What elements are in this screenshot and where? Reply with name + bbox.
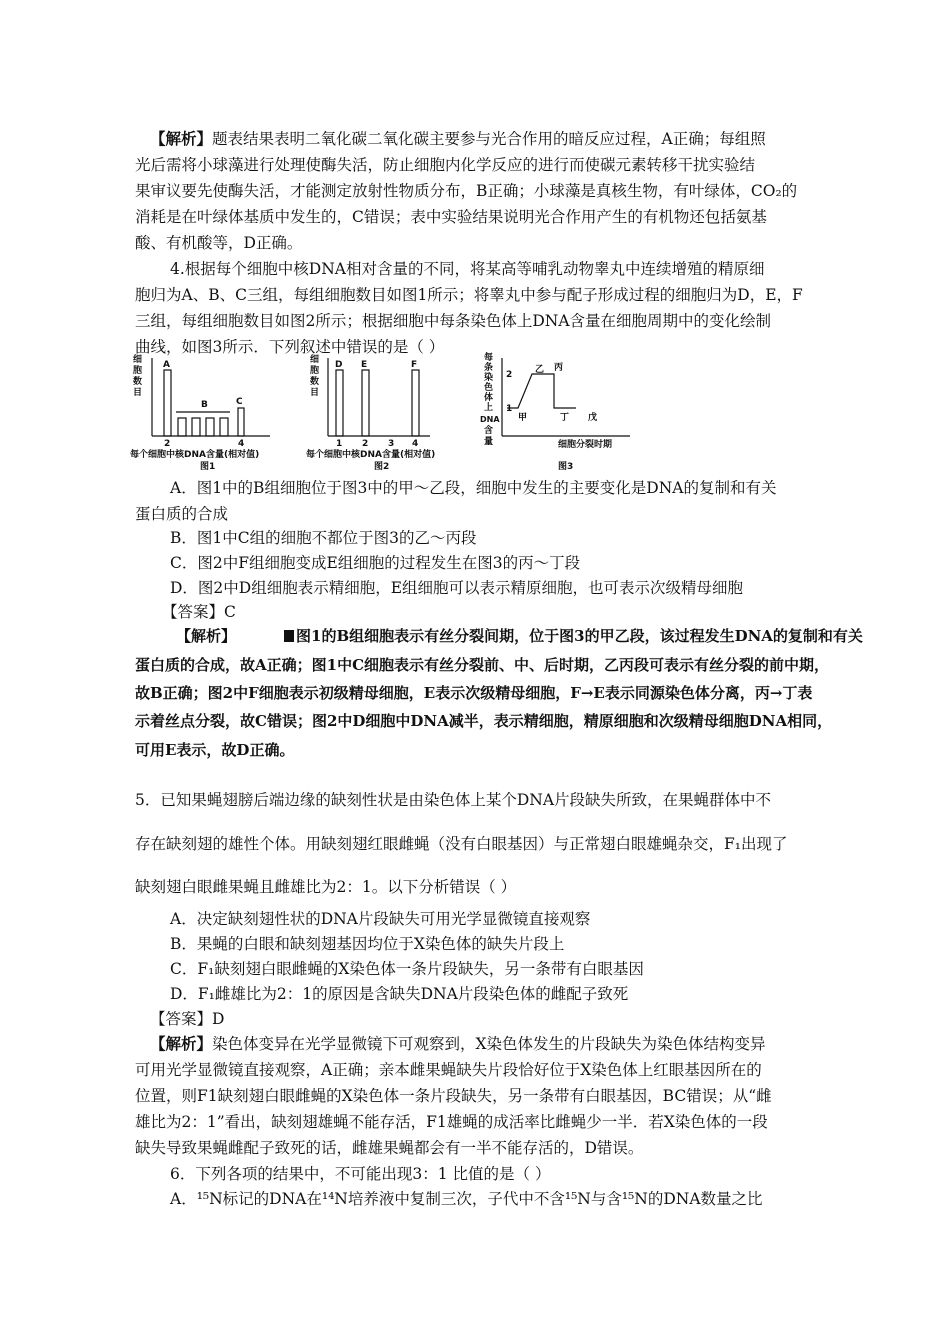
- analysis-tag: 【解析】: [176, 627, 237, 645]
- question-4-analysis: 可用E表示，故D正确。: [135, 741, 295, 759]
- question-4-analysis: 示着丝点分裂，故C错误；图2中D细胞中DNA减半，表示精细胞，精原细胞和次级精母细胞DNA相同，: [135, 712, 833, 730]
- analysis-line: 光后需将小球藻进行处理使酶失活，防止细胞内化学反应的进行而使碳元素转移干扰实验结: [135, 156, 756, 174]
- question-4-option-c: C．图2中F组细胞变成E组细胞的过程发生在图3的丙～丁段: [170, 554, 581, 572]
- fig1-tick: 2: [164, 439, 171, 449]
- fig3-ylabel: 体: [484, 393, 494, 403]
- fig3-stage: 戊: [588, 413, 598, 423]
- question-5-analysis: 雄比为2：1”看出，缺刻翅雄蝇不能存活，F1雄蝇的成活率比雌蝇少一半．若X染色体的一段: [135, 1113, 768, 1131]
- fig3-ylabel: 含: [484, 426, 494, 436]
- question-4-option-a: A．图1中的B组细胞位于图3中的甲～乙段，细胞中发生的主要变化是DNA的复制和有关: [170, 479, 777, 497]
- figure-3: [502, 358, 630, 436]
- question-6-stem: 6．下列各项的结果中，不可能出现3：1 比值的是（ ）: [170, 1165, 551, 1183]
- analysis-line: [150, 126, 766, 152]
- question-5-analysis: 位置，则F1缺刻翅白眼雌蝇的X染色体一条片段缺失，另一条带有白眼基因，BC错误；从“雌: [135, 1087, 772, 1105]
- fig3-xlabel: 细胞分裂时期: [558, 440, 613, 450]
- fig1-ylabel: 目: [133, 388, 143, 398]
- fig2-ylabel: 数: [310, 377, 320, 387]
- question-5-analysis: 缺失导致果蝇雌配子致死的话，雌雄果蝇都会有一半不能存活的，D错误。: [135, 1139, 644, 1157]
- fig3-stage: 丙: [554, 363, 564, 373]
- question-5-option-d: D．F₁雌雄比为2：1的原因是含缺失DNA片段染色体的雌配子致死: [170, 985, 629, 1003]
- fig3-ylabel: 条: [484, 363, 494, 373]
- question-4-analysis: [176, 623, 863, 649]
- question-4-option-a: 蛋白质的合成: [135, 505, 229, 523]
- fig1-xlabel: 每个细胞中核DNA含量(相对值): [130, 450, 260, 460]
- question-5-option-c: C．F₁缺刻翅白眼雌蝇的X染色体一条片段缺失，另一条带有白眼基因: [170, 960, 644, 978]
- fig2-bar-label: D: [335, 360, 343, 370]
- fig3-ylabel: DNA: [480, 415, 500, 424]
- question-4-answer: 【答案】C: [162, 603, 236, 621]
- fig1-tick: 4: [238, 439, 245, 449]
- analysis-text: 图1的B组细胞表示有丝分裂间期，位于图3的甲乙段，该过程发生DNA的复制和有关: [296, 627, 863, 645]
- question-4-analysis: 故B正确；图2中F细胞表示初级精母细胞，E表示次级精母细胞，F→E表示同源染色体分离，丙→丁表: [135, 684, 813, 702]
- fig3-ytick: 2: [506, 370, 513, 380]
- fig3-ylabel: 上: [484, 403, 494, 413]
- question-4-option-d: D．图2中D组细胞表示精细胞，E组细胞可以表示精原细胞，也可表示次级精母细胞: [170, 579, 744, 597]
- fig2-tick: 2: [362, 439, 369, 449]
- fig3-stage: 乙: [535, 365, 545, 375]
- analysis-line: 果审议要先使酶失活，才能测定放射性物质分布，B正确；小球藻是真核生物，有叶绿体，CO₂的: [135, 182, 798, 200]
- fig2-tick: 3: [388, 439, 395, 449]
- fig3-ylabel: 量: [484, 437, 494, 447]
- question-5-stem: 5．已知果蝇翅膀后端边缘的缺刻性状是由染色体上某个DNA片段缺失所致，在果蝇群体中不: [135, 791, 772, 809]
- question-5-answer: 【答案】D: [150, 1010, 225, 1028]
- question-5-analysis: 可用光学显微镜直接观察，A正确；亲本雌果蝇缺失片段恰好位于X染色体上红眼基因所在的: [135, 1061, 762, 1079]
- question-5-stem: 缺刻翅白眼雌果蝇且雌雄比为2：1。以下分析错误（ ）: [135, 878, 517, 896]
- question-5-option-b: B．果蝇的白眼和缺刻翅基因均位于X染色体的缺失片段上: [170, 935, 565, 953]
- question-5-option-a: A．决定缺刻翅性状的DNA片段缺失可用光学显微镜直接观察: [170, 910, 591, 928]
- fig2-ylabel: 胞: [310, 366, 320, 376]
- fig1-bar-label: C: [236, 397, 243, 407]
- question-5-stem: 存在缺刻翅的雄性个体。用缺刻翅红眼雌蝇（没有白眼基因）与正常翅白眼雄蝇杂交，F₁出现了: [135, 835, 788, 853]
- fig3-caption: 图3: [558, 462, 574, 472]
- analysis-text: 染色体变异在光学显微镜下可观察到，X染色体发生的片段缺失为染色体结构变异: [212, 1035, 766, 1053]
- question-4-stem: 曲线，如图3所示．下列叙述中错误的是（ ）: [135, 338, 445, 356]
- question-4-analysis: 蛋白质的合成，故A正确；图1中C细胞表示有丝分裂前、中、后时期，乙丙段可表示有丝分裂的前中期，: [135, 656, 830, 674]
- fig3-stage: 丁: [560, 413, 570, 423]
- fig3-ylabel: 每: [484, 353, 494, 363]
- question-5-analysis: [150, 1031, 766, 1057]
- analysis-line: 酸、有机酸等，D正确。: [135, 234, 303, 252]
- fig3-ylabel: 染: [484, 373, 494, 383]
- fig1-caption: 图1: [200, 462, 216, 472]
- fig2-tick: 4: [412, 439, 419, 449]
- fig1-ylabel: 数: [133, 377, 143, 387]
- fig3-ytick: 1: [506, 404, 513, 414]
- fig3-ylabel: 色: [484, 383, 494, 393]
- fig2-bar-label: E: [361, 360, 368, 370]
- fig1-bar-label: A: [163, 360, 170, 370]
- question-4-stem: 三组，每组细胞数目如图2所示；根据细胞中每条染色体上DNA含量在细胞周期中的变化绘制: [135, 312, 772, 330]
- analysis-tag: 【解析】: [150, 1034, 213, 1053]
- analysis-text: 题表结果表明二氧化碳二氧化碳主要参与光合作用的暗反应过程，A正确；每组照: [212, 130, 766, 148]
- fig2-bar-label: F: [411, 360, 418, 370]
- fig2-ylabel: 细: [310, 355, 320, 365]
- fig3-stage: 甲: [518, 413, 528, 423]
- question-4-option-b: B．图1中C组的细胞不都位于图3的乙～丙段: [170, 529, 477, 547]
- fig2-tick: 1: [336, 439, 343, 449]
- analysis-line: 消耗是在叶绿体基质中发生的，C错误；表中实验结果说明光合作用产生的有机物还包括氨基: [135, 208, 767, 226]
- figures-row: [130, 350, 650, 472]
- fig2-ylabel: 目: [310, 388, 320, 398]
- analysis-tag: 【解析】: [150, 129, 213, 148]
- question-4-stem: 胞归为A、B、C三组，每组细胞数目如图1所示；将睾丸中参与配子形成过程的细胞归为D，E，F: [135, 286, 803, 304]
- fig2-caption: 图2: [374, 462, 390, 472]
- fig2-xlabel: 每个细胞中核DNA含量(相对值): [306, 450, 436, 460]
- fig1-ylabel: 胞: [133, 366, 143, 376]
- black-square-mark: [284, 630, 294, 642]
- question-6-option-a: A．¹⁵N标记的DNA在¹⁴N培养液中复制三次，子代中不含¹⁵N与含¹⁵N的DNA数量之比: [170, 1190, 763, 1208]
- fig1-ylabel: 细: [133, 355, 143, 365]
- question-4-stem: 4.根据每个细胞中核DNA相对含量的不同，将某高等哺乳动物睾丸中连续增殖的精原细: [170, 260, 765, 278]
- fig1-bar-label: B: [201, 400, 208, 410]
